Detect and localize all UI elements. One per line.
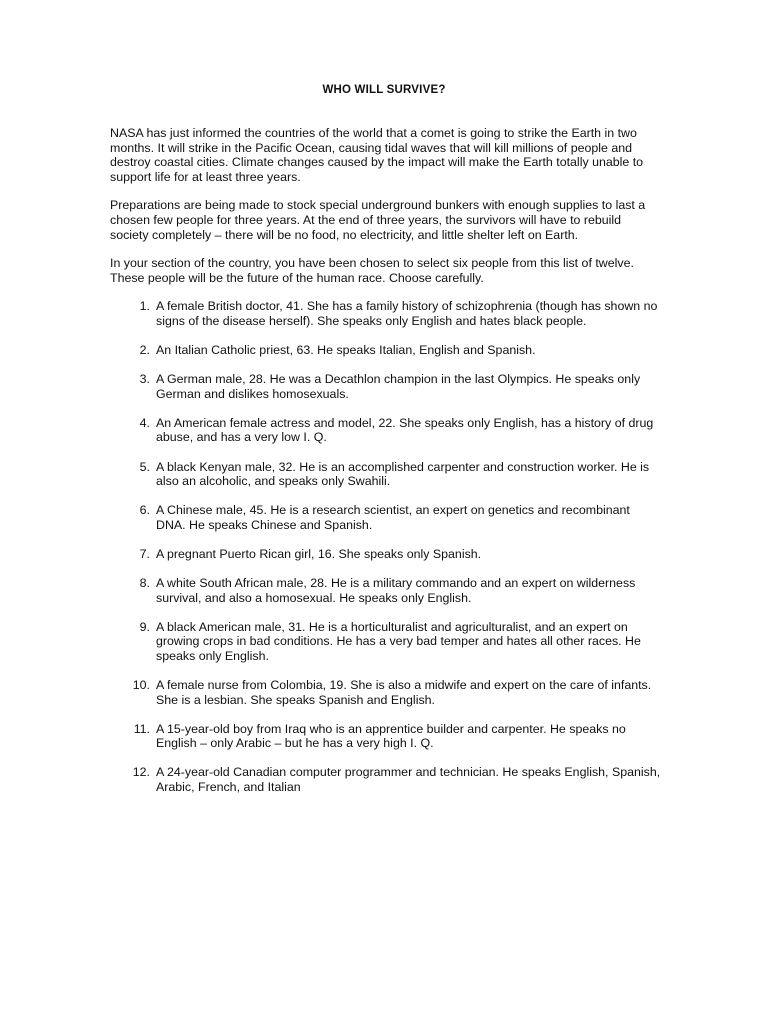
list-item-number: 10.	[132, 677, 150, 692]
list-item-number: 1.	[139, 299, 150, 314]
list-item-text: An Italian Catholic priest, 63. He speaks Italian, English and Spanish.	[156, 343, 536, 358]
instructions-paragraph: In your section of the country, you have been chosen to select six people from this list of twelve. These people will be the future of the human race. Choose carefully.	[110, 256, 634, 285]
list-item-number: 3.	[139, 372, 150, 387]
list-item	[110, 547, 662, 562]
list-item-text: A black American male, 31. He is a horticulturalist and agriculturalist, and an expert on growing crops in bad conditions. He has a very bad temper and hates all other races. He speaks only English.	[156, 619, 641, 663]
list-item-text: A 24-year-old Canadian computer programmer and technician. He speaks English, Spanish, Arabic, French, and Italian	[156, 765, 661, 794]
list-item	[110, 503, 662, 532]
list-item-text: A female British doctor, 41. She has a family history of schizophrenia (though has shown no signs of the disease herself). She speaks only English and hates black people.	[156, 299, 658, 328]
list-item-number: 8.	[139, 575, 150, 590]
preparations-paragraph: Preparations are being made to stock special underground bunkers with enough supplies to last a chosen few people for three years. At the end of three years, the survivors will have to rebuild society completely – there will be no food, no electricity, and little shelter left on Earth.	[110, 198, 646, 242]
list-item-text: A German male, 28. He was a Decathlon champion in the last Olympics. He speaks only German and dislikes homosexuals.	[156, 372, 641, 401]
list-item-number: 2.	[139, 343, 150, 358]
list-item-number: 9.	[139, 619, 150, 634]
list-item-text: A female nurse from Colombia, 19. She is also a midwife and expert on the care of infants. She is a lesbian. She speaks Spanish and English.	[156, 677, 652, 707]
list-item	[110, 576, 662, 605]
list-item-number: 6.	[139, 503, 150, 518]
list-item-number: 7.	[139, 546, 150, 561]
list-item-text: A white South African male, 28. He is a military commando and an expert on wilderness survival, and also a homosexual. He speaks only English.	[156, 575, 636, 605]
list-item-text: An American female actress and model, 22. She speaks only English, has a history of drug abuse, and has a very low I. Q.	[156, 415, 654, 445]
list-item-text: A black Kenyan male, 32. He is an accomplished carpenter and construction worker. He is also an alcoholic, and speaks only Swahili.	[156, 459, 650, 489]
document-title: WHO WILL SURVIVE?	[322, 84, 446, 96]
list-item	[110, 372, 662, 401]
list-item	[110, 343, 662, 358]
intro-paragraph: NASA has just informed the countries of the world that a comet is going to strike the Earth in two months. It will strike in the Pacific Ocean, causing tidal waves that will kill millions of people and destroy coastal cities. Climate changes caused by the impact will make the Earth totally unable to support life for at least three years.	[110, 126, 644, 184]
list-item	[110, 678, 662, 707]
list-item-number: 11.	[133, 721, 150, 736]
list-item-text: A Chinese male, 45. He is a research scientist, an expert on genetics and recombinant DNA. He speaks Chinese and Spanish.	[156, 503, 630, 532]
list-item-text: A pregnant Puerto Rican girl, 16. She speaks only Spanish.	[156, 546, 482, 561]
list-item	[110, 299, 662, 328]
list-item-number: 4.	[139, 415, 150, 430]
list-item	[110, 460, 662, 489]
list-item-number: 5.	[139, 459, 150, 474]
list-item	[110, 765, 662, 794]
list-item-text: A 15-year-old boy from Iraq who is an apprentice builder and carpenter. He speaks no English – only Arabic – but he has a very high I. Q.	[156, 721, 626, 751]
list-item	[110, 722, 662, 751]
list-item-number: 12.	[132, 765, 150, 780]
document-body	[110, 126, 662, 809]
list-item	[110, 620, 662, 664]
candidate-list	[110, 299, 662, 794]
list-item	[110, 416, 662, 445]
